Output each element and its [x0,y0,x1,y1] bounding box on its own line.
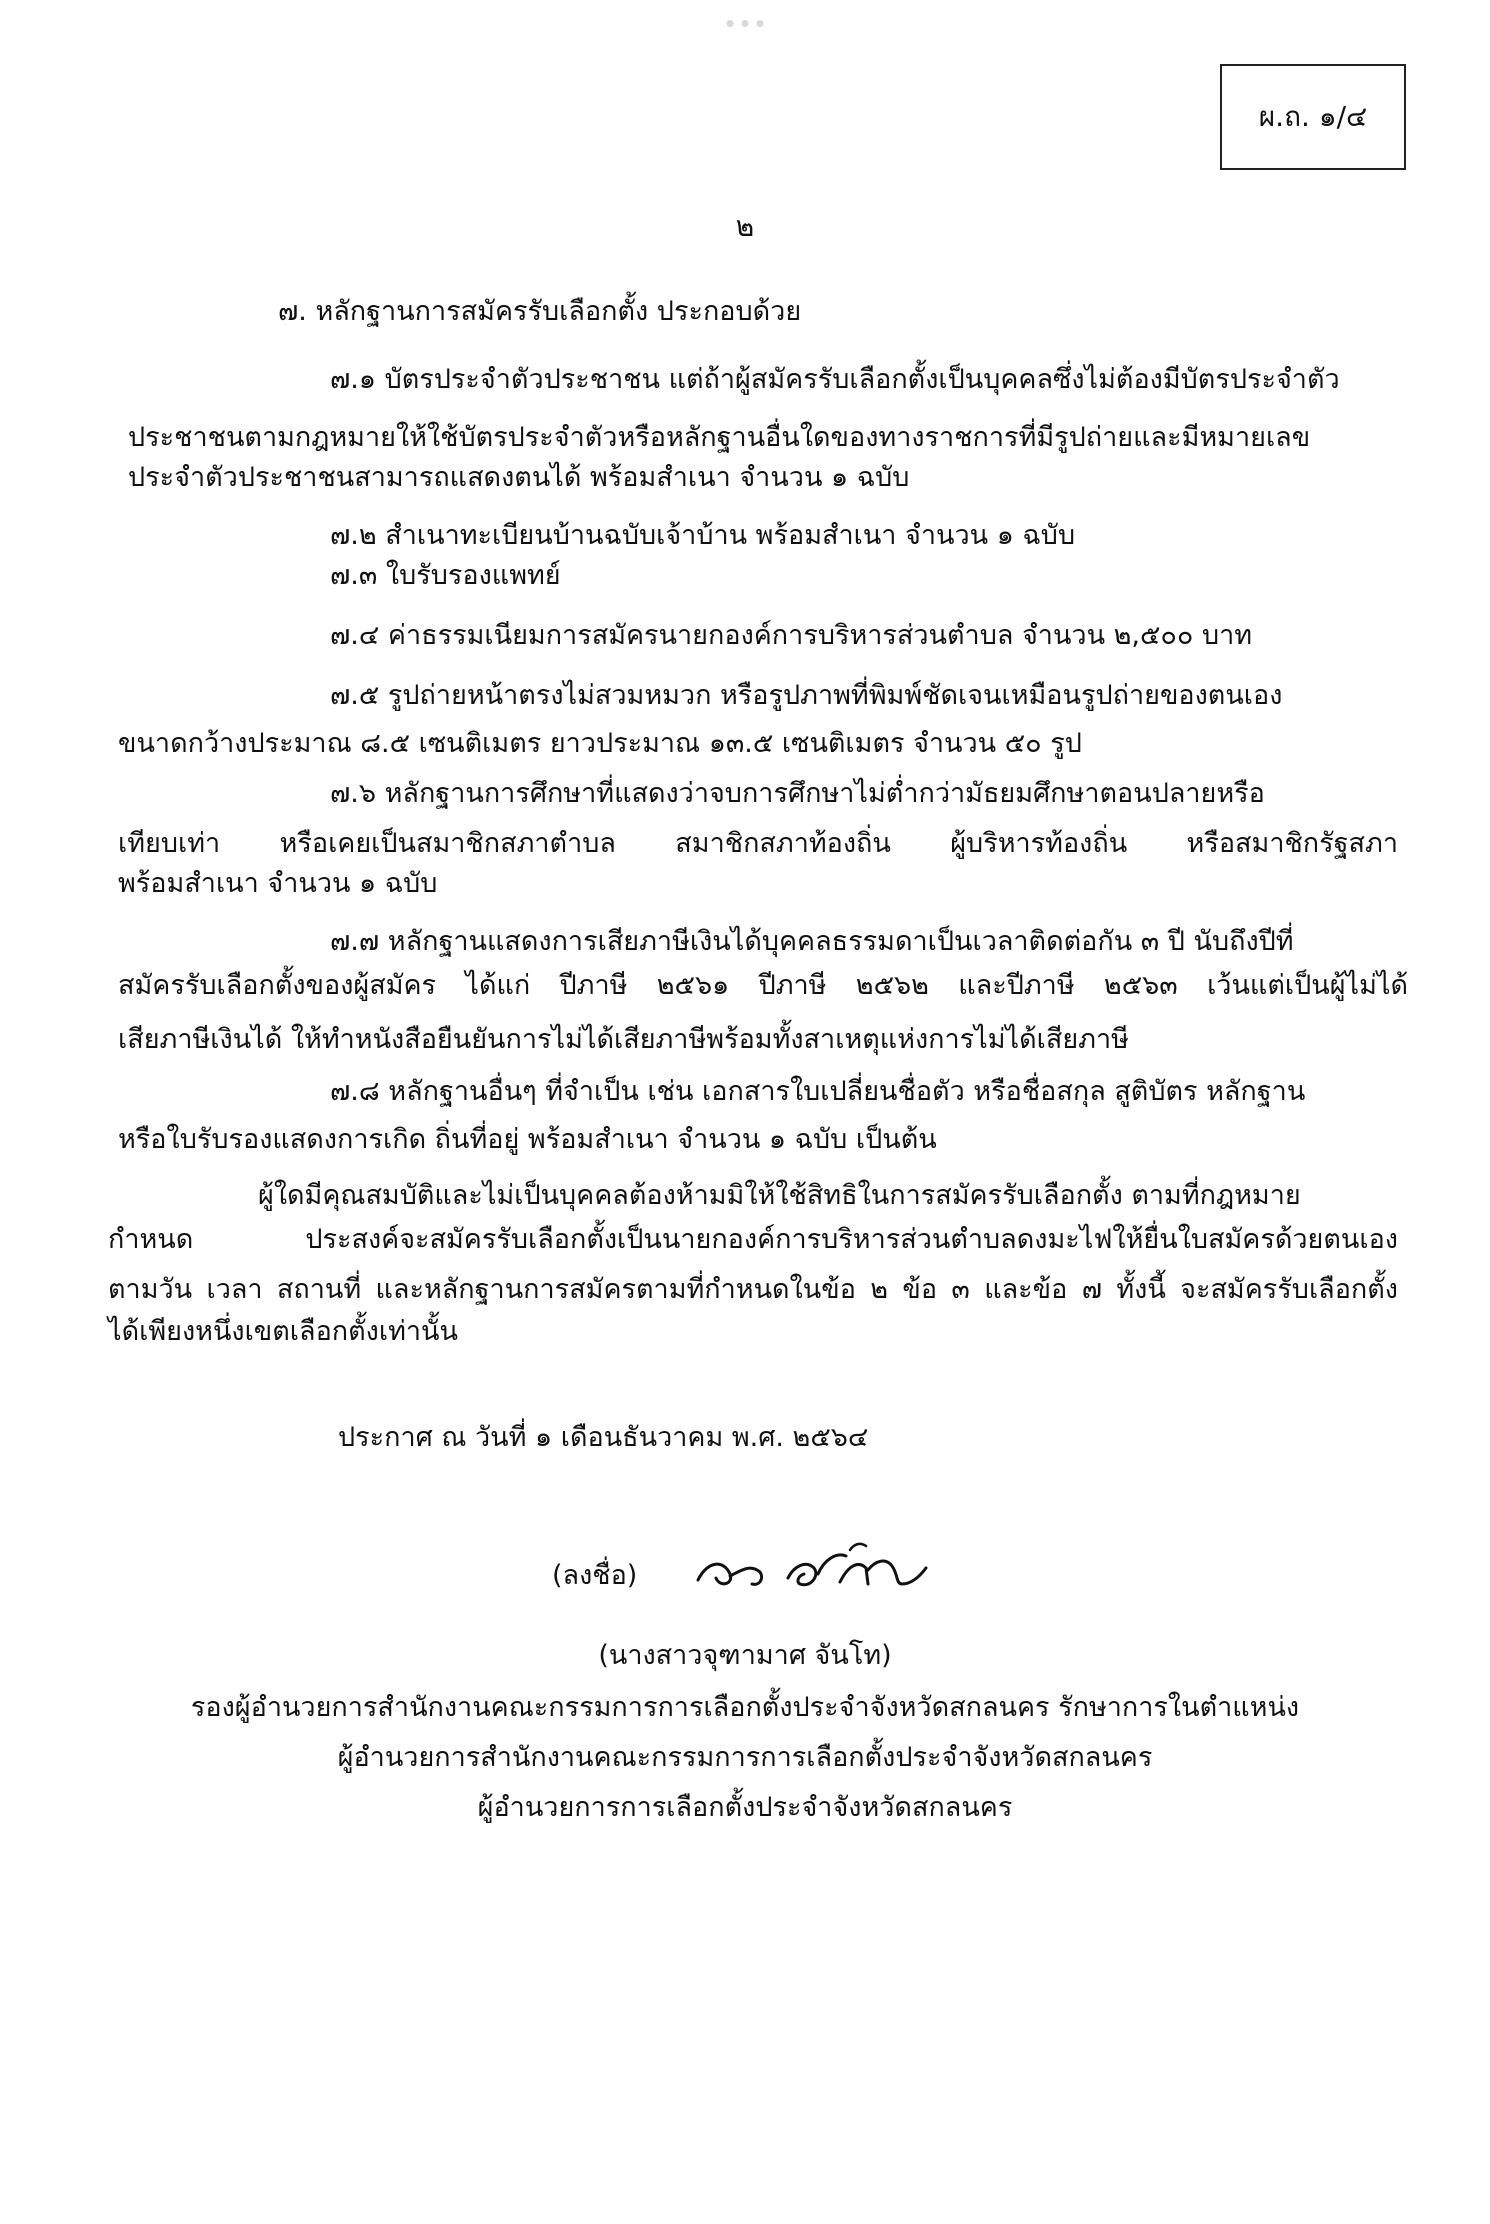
sign-label: (ลงชื่อ) [552,1560,638,1591]
item-7-8-line1: ๗.๘ หลักฐานอื่นๆ ที่จำเป็น เช่น เอกสารใบเปลี่ยนชื่อตัว หรือชื่อสกุล สูติบัตร หลักฐาน [330,1076,1306,1107]
signer-position-line2: ผู้อำนวยการสำนักงานคณะกรรมการการเลือกตั้งประจำจังหวัดสกลนคร [337,1742,1153,1773]
announcement-date: ประกาศ ณ วันที่ ๑ เดือนธันวาคม พ.ศ. ๒๕๖๔ [338,1422,869,1453]
signer-position-line1: รองผู้อำนวยการสำนักงานคณะกรรมการการเลือกตั้งประจำจังหวัดสกลนคร รักษาการในตำแหน่ง [190,1692,1300,1723]
closing-line3: ตามวัน เวลา สถานที่ และหลักฐานการสมัครตามที่กำหนดในข้อ ๒ ข้อ ๓ และข้อ ๗ ทั้งนี้ จะสมัครรับเลือกตั้ง [108,1274,1398,1305]
closing-line2: กำหนด ประสงค์จะสมัครรับเลือกตั้งเป็นนายกองค์การบริหารส่วนตำบลดงมะไฟให้ยื่นใบสมัครด้วยตนเอง [108,1224,1398,1255]
item-7-7-line3: เสียภาษีเงินได้ ให้ทำหนังสือยืนยันการไม่ได้เสียภาษีพร้อมทั้งสาเหตุแห่งการไม่ได้เสียภาษี [118,1024,1129,1055]
item-7-6-line2: เทียบเท่า หรือเคยเป็นสมาชิกสภาตำบล สมาชิกสภาท้องถิ่น ผู้บริหารท้องถิ่น หรือสมาชิกรัฐสภา [118,828,1398,859]
item-7-8-line2: หรือใบรับรองแสดงการเกิด ถิ่นที่อยู่ พร้อมสำเนา จำนวน ๑ ฉบับ เป็นต้น [118,1124,937,1155]
section7-heading: ๗. หลักฐานการสมัครรับเลือกตั้ง ประกอบด้วย [278,296,802,327]
item-7-6-line3: พร้อมสำเนา จำนวน ๑ ฉบับ [118,868,438,899]
item-7-7-line1: ๗.๗ หลักฐานแสดงการเสียภาษีเงินได้บุคคลธรรมดาเป็นเวลาติดต่อกัน ๓ ปี นับถึงปีที่ [330,926,1294,957]
top-handle-dots [727,20,764,27]
signature-handwriting [690,1530,950,1610]
item-7-1-line3: ประจำตัวประชาชนสามารถแสดงตนได้ พร้อมสำเนา จำนวน ๑ ฉบับ [128,462,910,493]
item-7-1-line2: ประชาชนตามกฎหมายให้ใช้บัตรประจำตัวหรือหลักฐานอื่นใดของทางราชการที่มีรูปถ่ายและมีหมายเลข [128,422,1311,453]
form-code-label: ผ.ถ. ๑/๔ [1258,100,1368,133]
item-7-4: ๗.๔ ค่าธรรมเนียมการสมัครนายกองค์การบริหารส่วนตำบล จำนวน ๒,๕๐๐ บาท [330,620,1253,651]
signer-name: (นางสาวจุฑามาศ จันโท) [598,1640,892,1671]
signer-position-line3: ผู้อำนวยการการเลือกตั้งประจำจังหวัดสกลนคร [477,1792,1013,1823]
item-7-6-line1: ๗.๖ หลักฐานการศึกษาที่แสดงว่าจบการศึกษาไม่ต่ำกว่ามัธยมศึกษาตอนปลายหรือ [330,778,1265,809]
item-7-5-line2: ขนาดกว้างประมาณ ๘.๕ เซนติเมตร ยาวประมาณ ๑๓.๕ เซนติเมตร จำนวน ๕๐ รูป [118,728,1082,759]
item-7-5-line1: ๗.๕ รูปถ่ายหน้าตรงไม่สวมหมวก หรือรูปภาพที่พิมพ์ชัดเจนเหมือนรูปถ่ายของตนเอง [330,680,1283,711]
item-7-3: ๗.๓ ใบรับรองแพทย์ [330,560,561,591]
item-7-7-line2: สมัครรับเลือกตั้งของผู้สมัคร ได้แก่ ปีภาษี ๒๕๖๑ ปีภาษี ๒๕๖๒ และปีภาษี ๒๕๖๓ เว้นแต่เป็นผู้ไม่ได้ [118,970,1408,1001]
page-number: ๒ [735,210,755,243]
closing-line1: ผู้ใดมีคุณสมบัติและไม่เป็นบุคคลต้องห้ามมิให้ใช้สิทธิในการสมัครรับเลือกตั้ง ตามที่กฎหมาย [258,1180,1301,1211]
closing-line4: ได้เพียงหนึ่งเขตเลือกตั้งเท่านั้น [108,1316,458,1347]
item-7-2: ๗.๒ สำเนาทะเบียนบ้านฉบับเจ้าบ้าน พร้อมสำเนา จำนวน ๑ ฉบับ [330,520,1076,551]
form-code-box [1220,64,1406,170]
item-7-1-line1: ๗.๑ บัตรประจำตัวประชาชน แต่ถ้าผู้สมัครรับเลือกตั้งเป็นบุคคลซึ่งไม่ต้องมีบัตรประจำตัว [330,364,1340,395]
